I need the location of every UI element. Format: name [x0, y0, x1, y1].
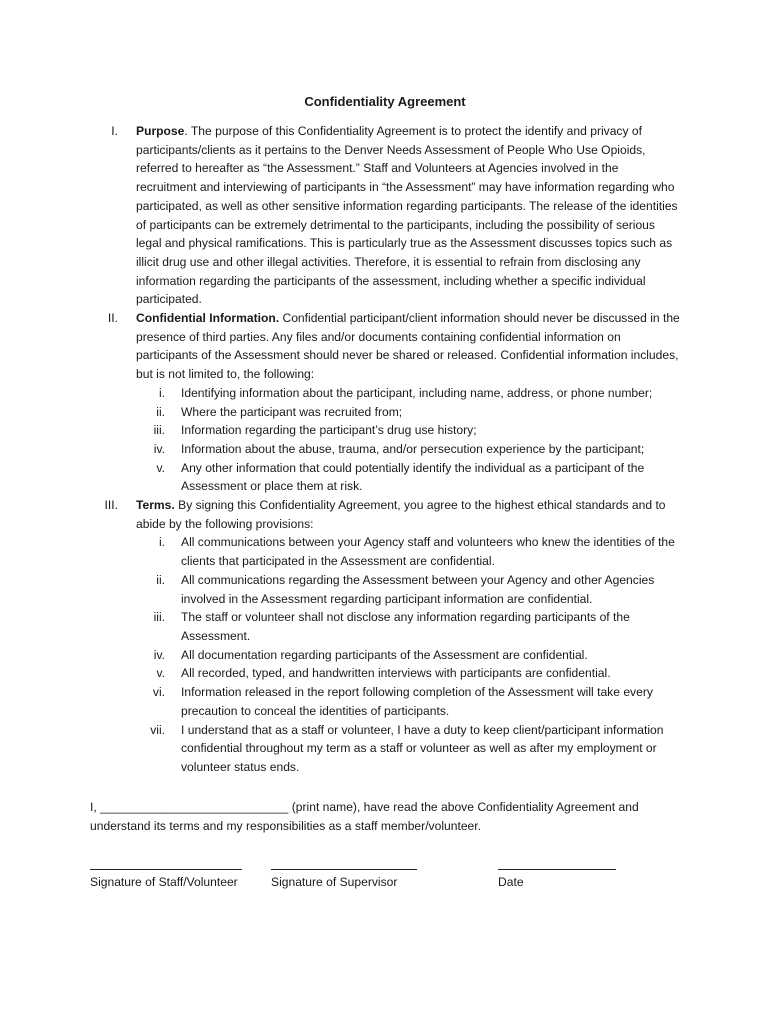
section-body [136, 496, 682, 533]
item-numeral: i. [158, 385, 165, 400]
section [0, 122, 770, 309]
list-item [158, 533, 682, 570]
item-text: Information released in the report following completion of the Assessment will take every precaution to conceal the identities of participants. [181, 685, 653, 718]
supervisor-signature-line[interactable] [271, 855, 417, 870]
item-text: All communications between your Agency staff and volunteers who knew the identities of the clients that participated in the Assessment are confidential. [181, 535, 675, 569]
section-text: . The purpose of this Confidentiality Agreement is to protect the identify and privacy of participants/clients as it pertains to the Denver Needs Assessment of People Who Use Opioids, referred to hereafter as “the Assessment.” Staff and Volunteers at Agencies involved in the recruitment and interviewing of participants in “the Assessment” may have information regarding who participated, as well as other sensitive information regarding participants. The release of the identities of participants can be extremely detrimental to the participants, including the possibility of serious legal and physical ramifications. This is particularly true as the Assessment discusses topics such as illicit drug use and other illegal activities. Therefore, it is essential to refrain from disclosing any information regarding the participants of the assessment, including whether a specific individual participated. [136, 124, 678, 307]
staff-signature-label: Signature of Staff/Volunteer [90, 875, 238, 889]
item-text: Information about the abuse, trauma, and/or persecution experience by the participant; [181, 441, 645, 456]
supervisor-signature-label: Signature of Supervisor [271, 875, 398, 889]
item-numeral: iii. [153, 610, 165, 625]
section-text: Confidential participant/client information should never be discussed in the presence of third parties. Any files and/or documents containing confidential information on participants of the Assessment should never be shared or released. Confidential information includes, but is not limited to, the following: [136, 311, 680, 382]
sections-list [0, 122, 770, 777]
section [0, 496, 770, 777]
date-label: Date [498, 875, 524, 889]
section-item-list [136, 533, 682, 776]
item-text: Where the participant was recruited from; [181, 404, 403, 419]
section-item-list [136, 384, 682, 496]
item-numeral: iv. [153, 647, 165, 662]
item-numeral: v. [156, 666, 165, 681]
list-item [153, 608, 682, 645]
list-item [156, 664, 682, 683]
list-item [150, 721, 682, 777]
item-numeral: ii. [156, 404, 165, 419]
section-numeral: III. [104, 498, 118, 513]
section [0, 309, 770, 496]
list-item [153, 421, 682, 440]
section-body [136, 122, 682, 309]
item-numeral: vi. [152, 685, 165, 700]
list-item [152, 683, 682, 720]
section-numeral: I. [111, 124, 118, 138]
item-text: Identifying information about the participant, including name, address, or phone number; [181, 385, 653, 400]
section-text: By signing this Confidentiality Agreement, you agree to the highest ethical standards and to abide by the following provisions: [136, 498, 666, 531]
item-text: Any other information that could potentially identify the individual as a participant of the Assessment or place them at risk. [181, 460, 645, 494]
item-numeral: iv. [153, 441, 165, 456]
item-text: All recorded, typed, and handwritten interviews with participants are confidential. [181, 666, 611, 681]
section-numeral: II. [107, 311, 118, 326]
list-item [158, 384, 682, 403]
item-numeral: ii. [156, 572, 165, 587]
item-numeral: iii. [153, 423, 165, 438]
item-numeral: v. [156, 460, 165, 475]
item-text: I understand that as a staff or volunteer, I have a duty to keep client/participant information confidential throughout my term as a staff or volunteer as well as after my employment or volunteer status ends. [181, 722, 664, 774]
item-text: The staff or volunteer shall not disclose any information regarding participants of the Assessment. [181, 610, 630, 643]
section-heading: Terms. [136, 498, 175, 513]
staff-signature-line[interactable] [90, 855, 242, 870]
section-heading: Confidential Information. [136, 311, 280, 326]
section-heading: Purpose [136, 124, 185, 138]
item-text: All documentation regarding participants of the Assessment are confidential. [181, 647, 588, 662]
date-line[interactable] [498, 855, 616, 870]
page-title: Confidentiality Agreement [304, 94, 466, 109]
list-item [156, 403, 682, 422]
item-numeral: vii. [150, 722, 165, 737]
section-body [136, 309, 682, 384]
list-item [156, 571, 682, 608]
item-text: All communications regarding the Assessment between your Agency and other Agencies involved in the Assessment regarding participant information are confidential. [181, 572, 655, 606]
list-item [153, 440, 682, 459]
signature-lines [0, 855, 770, 869]
item-numeral: i. [158, 535, 165, 550]
list-item [153, 646, 682, 665]
list-item [156, 459, 682, 496]
item-text: Information regarding the participant’s drug use history; [181, 423, 477, 438]
closing-statement: I, ____________________________ (print name), have read the above Confidentiality Agreement and understand its terms and my responsibilities as a staff member/volunteer. [90, 800, 639, 833]
